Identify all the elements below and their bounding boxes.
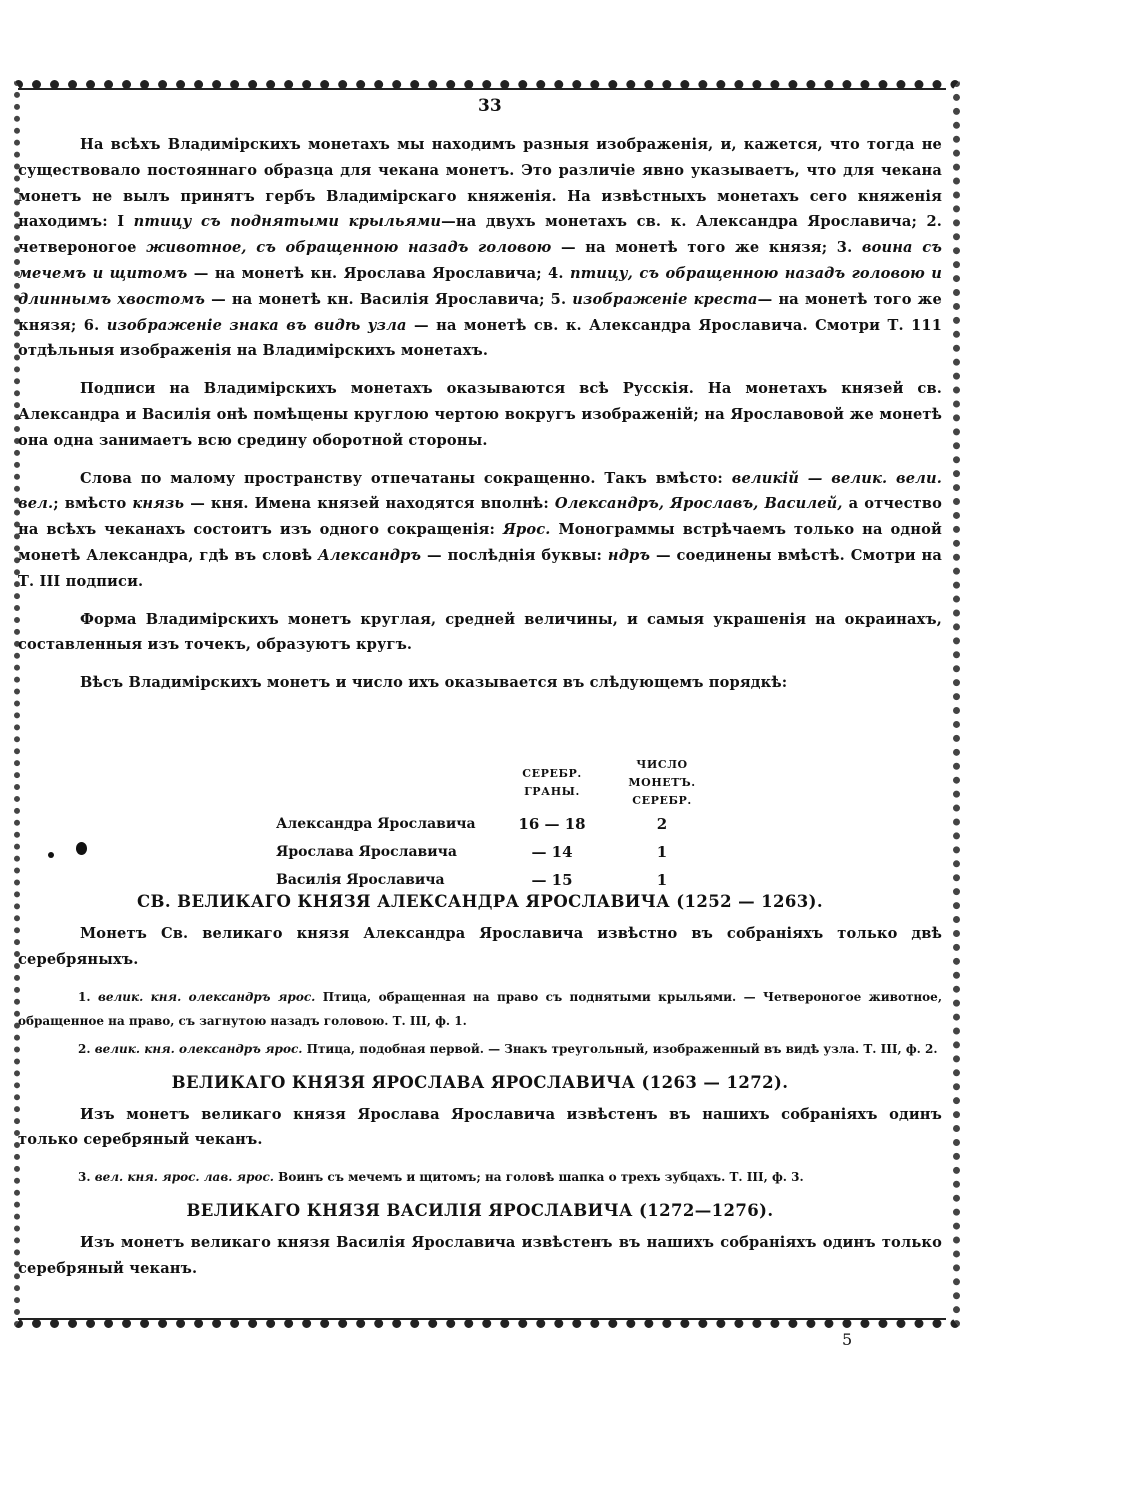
page-number: 33 (478, 96, 502, 116)
note-number: 3. (78, 1170, 91, 1185)
paragraph-weight-intro: Вѣсъ Владимірскихъ монетъ и число ихъ оказывается въ слѣдующемъ порядкѣ: (80, 674, 788, 692)
count-value: 1 (656, 843, 668, 861)
section-heading-alexander: СВ. ВЕЛИКАГО КНЯЗЯ АЛЕКСАНДРА ЯРОСЛАВИЧА (1252 — 1263). (136, 892, 824, 911)
weight-value: — 15 (531, 871, 573, 889)
header-grany: ГРАНЫ. (524, 785, 580, 798)
text-run: Птица, подобная первой. — Знакъ треугольный, изображенный въ видѣ узла. Т. III, ф. 2. (306, 1041, 938, 1056)
header-serebr: СЕРЕБР. (522, 767, 582, 780)
italic-run: ндръ (607, 546, 651, 564)
text-run: Воинъ съ мечемъ и щитомъ; на головѣ шапка о трехъ зубцахъ. Т. III, ф. 3. (278, 1170, 804, 1185)
weight-value: 16 — 18 (518, 815, 586, 833)
table-header-row (276, 756, 718, 810)
italic-run: воина съ мечемъ и щитомъ (18, 239, 943, 282)
column-header-count (606, 756, 718, 810)
section-heading-yaroslav: ВЕЛИКАГО КНЯЗЯ ЯРОСЛАВА ЯРОСЛАВИЧА (1263 — 1272). (171, 1072, 789, 1092)
ink-speck (76, 842, 87, 855)
text-run: Птица, обращенная на право съ поднятыми крыльями. — Четвероногое животное, обращенное на право, съ загнутою назадъ головою. Т. III, ф. 1. (18, 989, 942, 1028)
italic-run: животное, съ обращенною назадъ головою (146, 239, 552, 257)
prince-name: Александра Ярославича (276, 816, 476, 832)
coin-weight-table (276, 756, 718, 894)
text-run: а отчество на всѣхъ чеканахъ состоитъ изъ одного сокращенія: (18, 495, 942, 539)
text-run: — на монетѣ кн. Ярослава Ярославича; 4. (193, 264, 564, 282)
paragraph-abbreviations (18, 466, 942, 595)
table-row (276, 838, 718, 866)
coin-note-3 (18, 1165, 942, 1189)
text-run: —на двухъ монетахъ св. к. Александра Ярославича; 2. четвероногое (18, 213, 942, 257)
italic-run: Ярос. (502, 521, 551, 539)
note-number: 2. (78, 1041, 91, 1056)
coin-note-2 (18, 1037, 942, 1061)
section-text-vasily: Изъ монетъ великаго князя Василія Ярославича извѣстенъ въ нашихъ собраніяхъ одинъ только серебряный чеканъ. (18, 1234, 942, 1277)
coin-note-1 (18, 985, 942, 1033)
signature-number: 5 (842, 1330, 853, 1349)
text-run: — кня. Имена князей находятся вполнѣ: (190, 495, 549, 513)
italic-run: князь (132, 495, 185, 513)
text-run: — послѣднія буквы: (427, 546, 603, 564)
section-heading-vasily: ВЕЛИКАГО КНЯЗЯ ВАСИЛІЯ ЯРОСЛАВИЧА (1272—1276). (186, 1201, 774, 1221)
text-run: — соединены вмѣстѣ. Смотри на Т. III подписи. (18, 546, 942, 590)
prince-name: Ярослава Ярославича (276, 844, 457, 860)
note-number: 1. (78, 989, 91, 1004)
italic-run: великій — велик. вели. вел. (18, 469, 942, 513)
italic-run: птицу, съ обращенною назадъ головою и длиннымъ хвостомъ (18, 264, 942, 308)
text-run: — на монетѣ того же князя; 3. (560, 239, 853, 257)
text-run: На всѣхъ Владимірскихъ монетахъ мы находимъ разныя изображенія, и, кажется, что тогда не существовало постояннаго образца для чекана монетъ. Это различіе явно указываетъ, что для чекана монетъ не вылъ принятъ гербъ Владимірскаго княженія. На извѣстныхъ монетахъ сего княженія находимъ: I (18, 136, 942, 231)
text-run: — на монетѣ того же князя; 6. (18, 290, 942, 334)
header-count-sub: СЕРЕБР. (632, 794, 692, 807)
section-text-alexander: Монетъ Св. великаго князя Александра Ярославича извѣстно въ собраніяхъ только двѣ серебряныхъ. (18, 925, 942, 968)
italic-run: велик. кня. олександръ ярос. (94, 1041, 303, 1056)
ink-speck (48, 852, 54, 858)
section-text-yaroslav: Изъ монетъ великаго князя Ярослава Ярославича извѣстенъ въ нашихъ собраніяхъ одинъ только серебряный чеканъ. (18, 1105, 942, 1149)
page-content (18, 132, 942, 708)
text-run: — на монетѣ св. к. Александра Ярославича. Смотри Т. 111 отдѣльныя изображенія на Владимірскихъ монетахъ. (18, 316, 943, 360)
text-run: — на монетѣ кн. Василія Ярославича; 5. (211, 290, 567, 308)
italic-run: велик. кня. олександръ ярос. (97, 989, 316, 1004)
count-value: 1 (656, 871, 668, 889)
paragraph-images (18, 132, 942, 364)
italic-run: птицу съ поднятыми крыльями (133, 213, 442, 231)
italic-run: изображеніе креста (572, 290, 758, 308)
italic-run: Александръ (318, 546, 422, 564)
paragraph-form: Форма Владимірскихъ монетъ круглая, средней величины, и самыя украшенія на окраинахъ, составленныя изъ точекъ, образуютъ кругъ. (18, 610, 942, 654)
table-row (276, 810, 718, 838)
italic-run: изображеніе знака въ видѣ узла (106, 316, 407, 334)
column-header-weight (498, 756, 606, 810)
paragraph-inscriptions: Подписи на Владимірскихъ монетахъ оказываются всѣ Русскія. На монетахъ князей св. Александра и Василія онѣ помѣщены круглою чертою вокругъ изображеній; на Ярославовой же монетѣ она одна занимаетъ всю средину оборотной стороны. (18, 380, 942, 449)
italic-run: Олександръ, Ярославъ, Василей, (554, 495, 843, 513)
count-value: 2 (656, 815, 668, 833)
italic-run: вел. кня. ярос. лав. ярос. (94, 1170, 274, 1185)
text-run: Монограммы встрѣчаемъ только на одной монетѣ Александра, гдѣ въ словѣ (18, 521, 942, 564)
weight-value: — 14 (531, 843, 573, 861)
header-count: ЧИСЛО МОНЕТЪ. (628, 758, 696, 789)
text-run: Слова по малому пространству отпечатаны сокращенно. Такъ вмѣсто: (80, 469, 723, 487)
sections-content (18, 880, 942, 1294)
text-run: ; вмѣсто (53, 495, 127, 513)
prince-name: Василія Ярославича (276, 872, 445, 888)
